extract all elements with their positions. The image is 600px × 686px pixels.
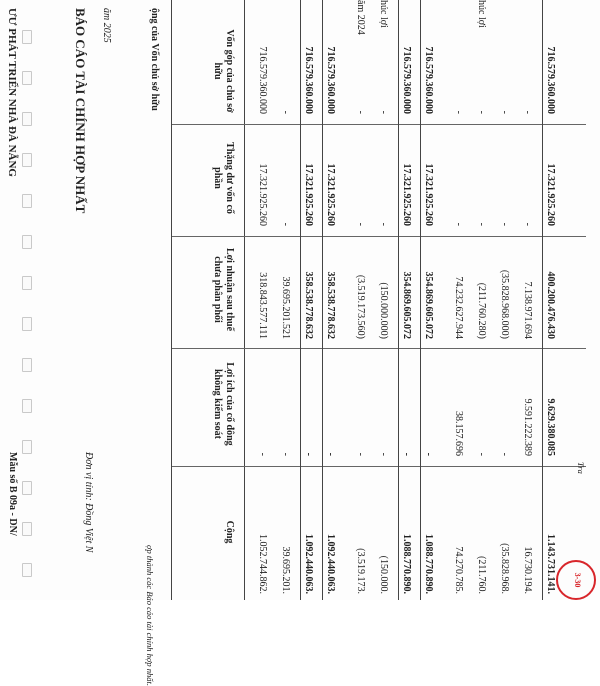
table-cell: 400.200.476.430 (545, 271, 556, 339)
row-label: ăm 2024 (355, 0, 366, 35)
table-top-rule (171, 0, 172, 600)
table-cell: 354.869.605.072 (401, 271, 412, 339)
table-cell: - (355, 222, 366, 226)
table-cell: - (423, 452, 434, 456)
column-header: Cộng (224, 520, 235, 544)
column-header: Vốn góp của chủ sở hữu (212, 29, 235, 113)
table-cell: 39.695.201. (280, 546, 291, 594)
table-cell: 354.869.605.072 (423, 271, 434, 339)
row-label: húc lợi (378, 0, 389, 28)
table-cell: (150.000.000) (378, 282, 389, 339)
table-cell: 1.092.440.063. (303, 534, 314, 594)
table-cell: - (499, 222, 510, 226)
table-cell: - (280, 110, 291, 114)
table-cell: 1.088.770.890. (423, 534, 434, 594)
table-cell: 9.629.380.085 (545, 398, 556, 456)
table-cell: 74.270.785. (453, 546, 464, 594)
report-title: BÁO CÁO TÀI CHÍNH HỢP NHẤT (73, 8, 88, 214)
table-cell: - (280, 222, 291, 226)
table-cell: 716.579.360.000 (423, 46, 434, 114)
table-cell: - (280, 452, 291, 456)
table-cell: 716.579.360.000 (325, 46, 336, 114)
table-cell: 716.579.360.000 (303, 46, 314, 114)
table-cell: - (453, 110, 464, 114)
table-cell: - (522, 110, 533, 114)
form-code: Mẫu số B 09a - DN/ (7, 452, 18, 536)
column-header: Lợi nhuận sau thuế chưa phân phối (212, 247, 235, 332)
table-cell: 716.579.360.000 (257, 46, 268, 114)
table-cell: (150.000. (378, 555, 389, 594)
table-cell: 74.232.627.944 (453, 276, 464, 339)
total-rule (420, 0, 421, 600)
table-cell: - (378, 452, 389, 456)
table-cell: 9.591.222.389 (522, 398, 533, 456)
table-cell: (3.519.173.560) (355, 274, 366, 339)
table-cell: 17.321.925.260 (401, 163, 412, 226)
currency-unit: Đơn vị tính: Đồng Việt N (83, 452, 94, 553)
red-stamp: 3-30 (556, 560, 596, 600)
table-cell: (211.760. (476, 556, 487, 594)
table-cell: 1.092.440.063. (325, 534, 336, 594)
table-cell: 716.579.360.000 (545, 46, 556, 114)
table-cell: 16.730.194. (522, 546, 533, 594)
footer-note: ợp thành các Báo cáo tài chính hợp nhất. (145, 545, 155, 686)
table-cell: - (355, 452, 366, 456)
table-cell: 1.052.744.862. (257, 534, 268, 594)
table-cell: - (476, 452, 487, 456)
table-cell: (211.760.280) (476, 282, 487, 339)
table-cell: 1.143.731.141. (545, 534, 556, 594)
column-header: Lợi ích của cổ đông không kiểm soát (212, 362, 235, 446)
table-cell: - (499, 110, 510, 114)
column-divider (172, 236, 586, 237)
total-rule (322, 0, 323, 600)
table-cell: (3.519.173. (355, 548, 366, 594)
table-cell: 39.695.201.521 (280, 276, 291, 339)
table-cell: 358.538.778.632 (325, 271, 336, 339)
table-cell: - (499, 452, 510, 456)
table-cell: 1.088.770.890. (401, 534, 412, 594)
table-cell: - (378, 110, 389, 114)
table-cell: (35.828.968. (499, 543, 510, 594)
table-cell: - (257, 452, 268, 456)
table-header-rule (244, 0, 245, 600)
table-cell: - (401, 452, 412, 456)
table-cell: (35.828.968.000) (499, 269, 510, 339)
table-cell: 17.321.925.260 (325, 163, 336, 226)
column-divider (172, 124, 586, 125)
table-cell: - (378, 222, 389, 226)
table-cell: - (476, 110, 487, 114)
table-cell: - (522, 222, 533, 226)
table-cell: 318.843.577.111 (257, 272, 268, 339)
table-cell: - (303, 452, 314, 456)
column-header: Thặng dư vốn cổ phần (212, 142, 235, 214)
table-cell: 7.138.971.694 (522, 281, 533, 339)
total-rule (542, 0, 543, 600)
row-label: húc lợi (476, 0, 487, 28)
table-cell: 38.157.696 (453, 411, 464, 456)
table-cell: 716.579.360.000 (401, 46, 412, 114)
footer-right: Tra (576, 462, 586, 474)
report-year: ăm 2025 (101, 8, 112, 43)
table-cell: - (476, 222, 487, 226)
table-cell: 17.321.925.260 (303, 163, 314, 226)
total-rule (300, 0, 301, 600)
table-cell: - (453, 222, 464, 226)
section-title: ộng của Vốn chủ sở hữu (149, 8, 160, 111)
column-divider (172, 466, 586, 467)
table-cell: 358.538.778.632 (303, 271, 314, 339)
total-rule (398, 0, 399, 600)
table-cell: - (325, 452, 336, 456)
table-cell: 17.321.925.260 (545, 163, 556, 226)
column-divider (172, 348, 586, 349)
table-cell: 17.321.925.260 (257, 163, 268, 226)
table-cell: 17.321.925.260 (423, 163, 434, 226)
company-name: ƯƯ PHÁT TRIỂN NHÀ ĐÀ NẴNG (6, 8, 18, 177)
table-cell: - (355, 110, 366, 114)
